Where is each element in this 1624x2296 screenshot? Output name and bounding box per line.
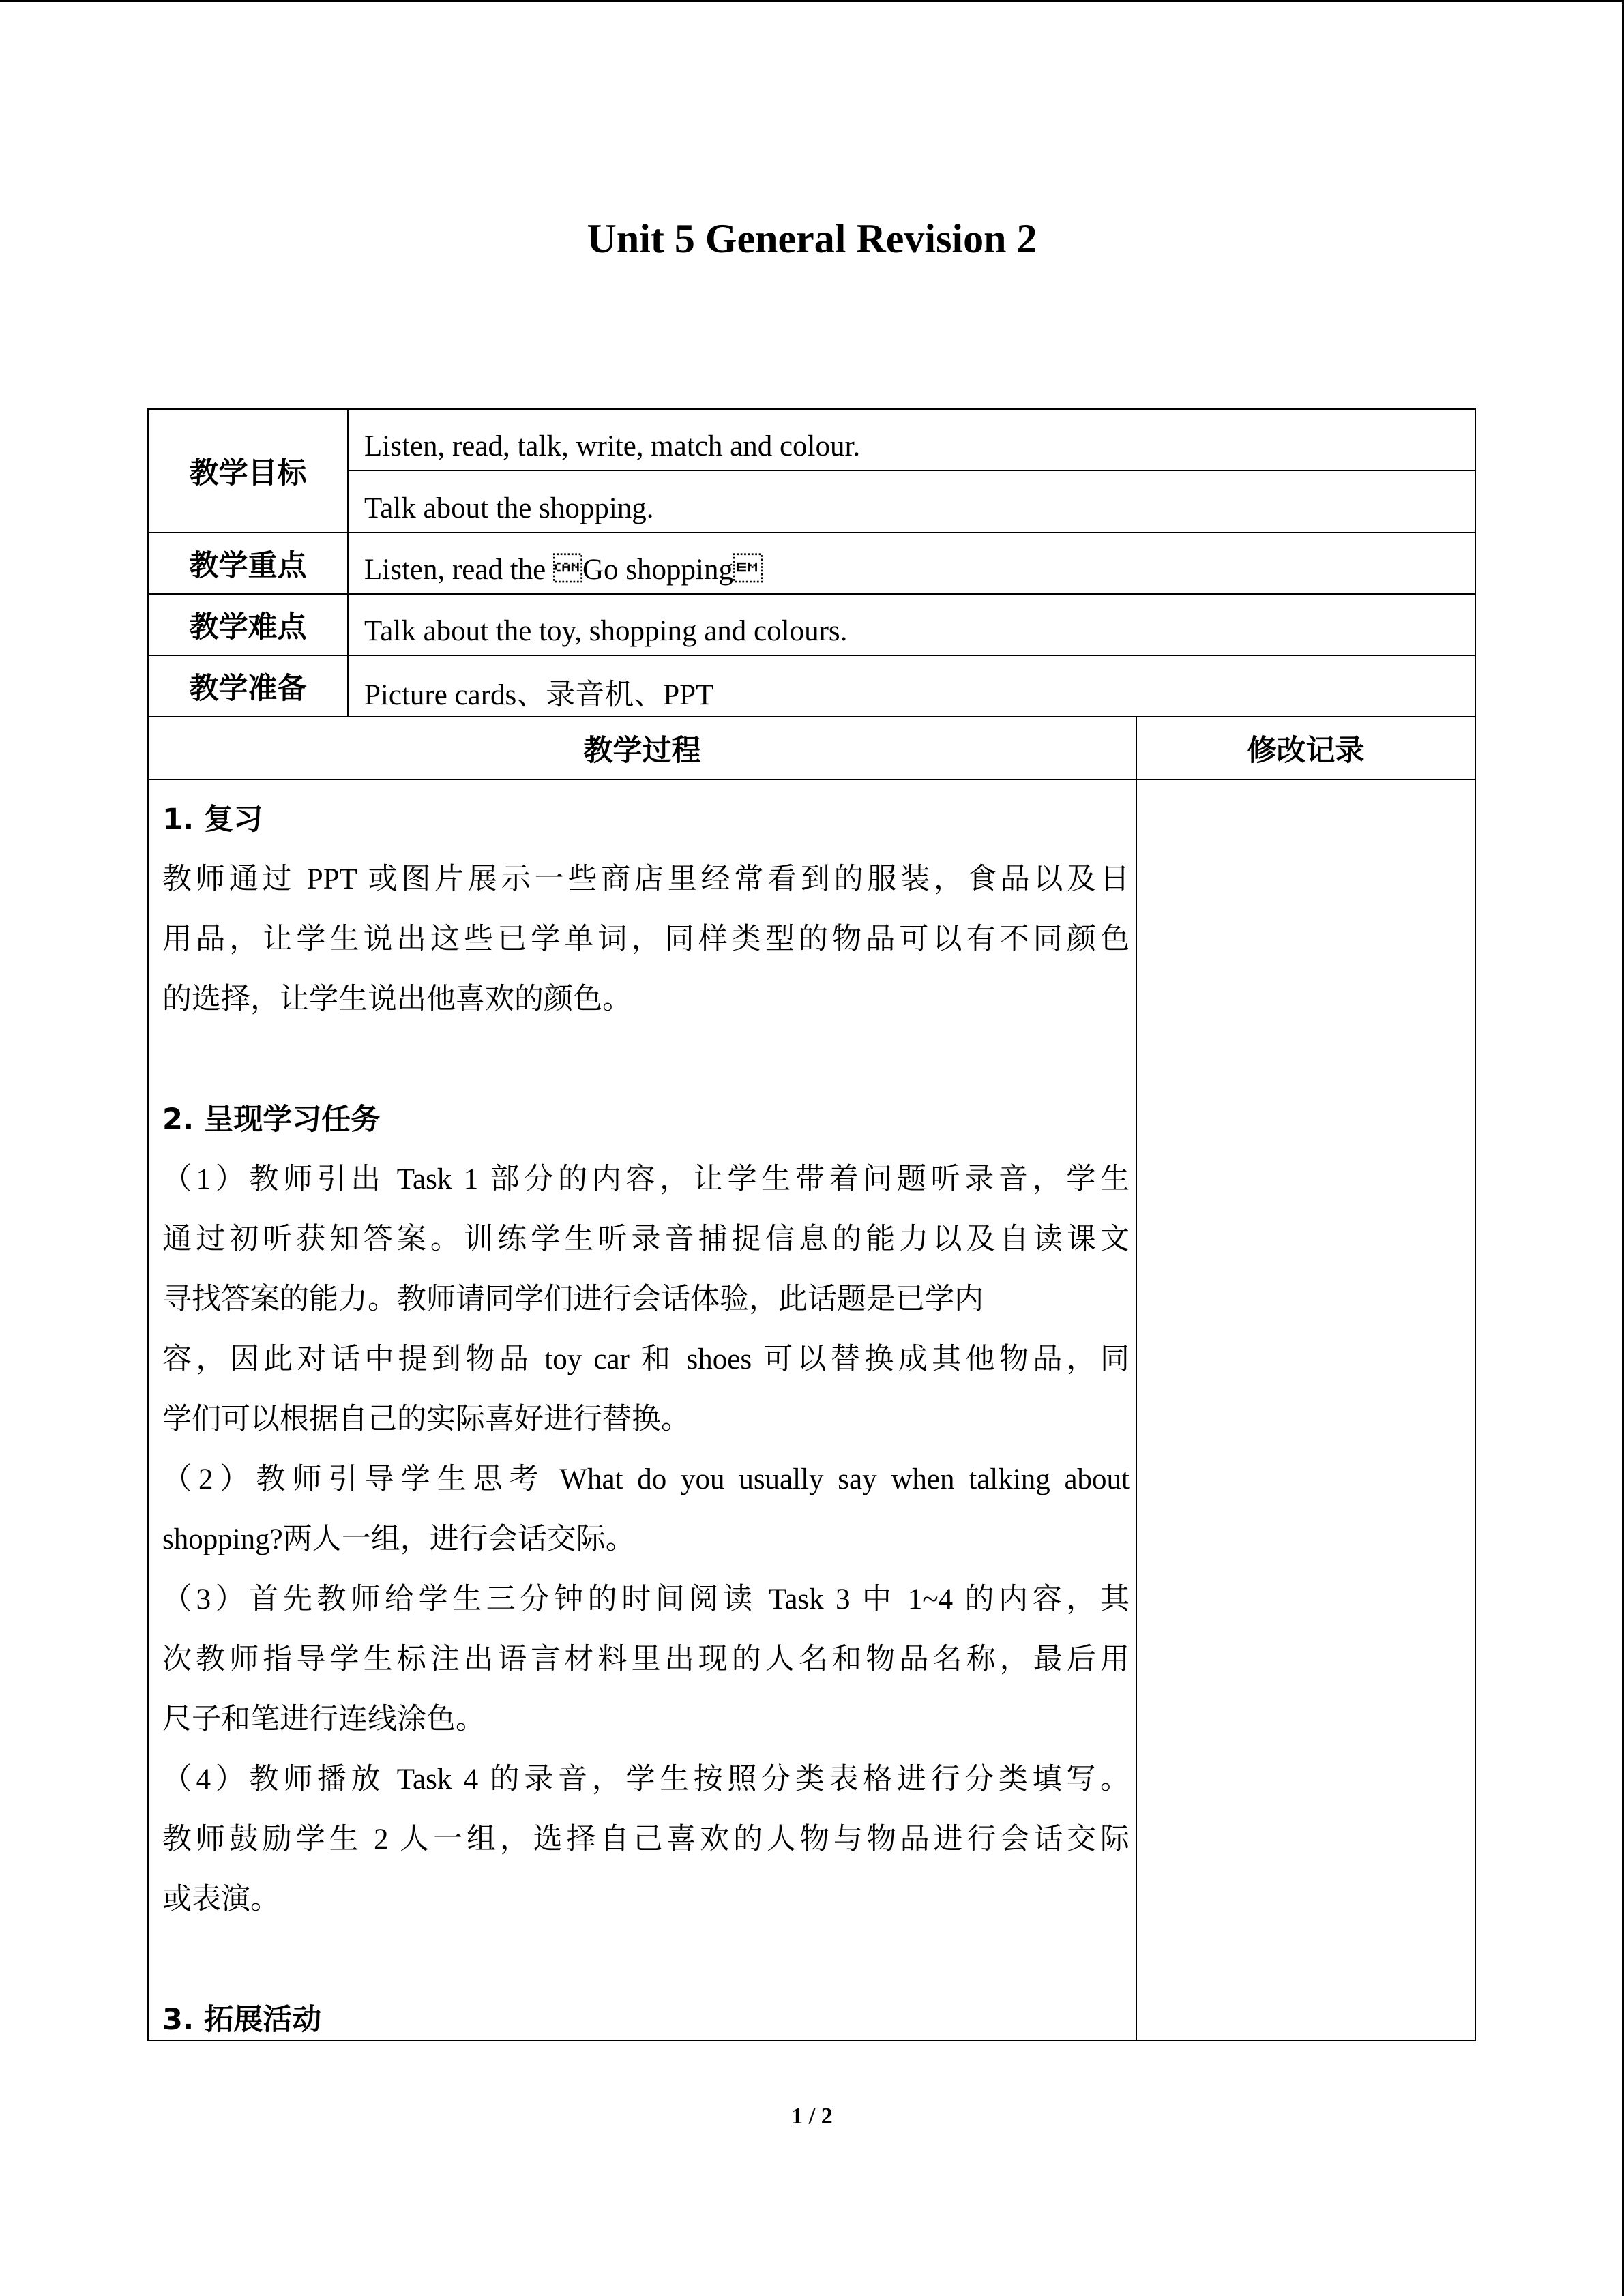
section-2-line: （3）首先教师给学生三分钟的时间阅读 Task 3 中 1~4 的内容，其 [162, 1583, 1130, 1615]
preparation-label: 教学准备 [189, 671, 307, 706]
keypoints-label: 教学重点 [189, 548, 307, 583]
keypoints-value: Listen, read the Go shopping [364, 554, 763, 586]
row-divider [147, 779, 1476, 780]
difficulties-label: 教学难点 [189, 610, 307, 644]
section-2-line: shopping?两人一组，进行会话交际。 [162, 1523, 635, 1555]
section-1-line: 教师通过 PPT 或图片展示一些商店里经常看到的服装，食品以及日 [162, 863, 1130, 895]
section-2-line: 容，因此对话中提到物品 toy car 和 shoes 可以替换成其他物品，同 [162, 1343, 1130, 1375]
column-divider [1136, 716, 1137, 2041]
difficulties-value: Talk about the toy, shopping and colours. [364, 615, 848, 647]
section-2-line: 尺子和笔进行连线涂色。 [162, 1703, 485, 1735]
section-2-line: （4）教师播放 Task 4 的录音，学生按照分类表格进行分类填写。 [162, 1763, 1130, 1795]
column-divider [347, 408, 349, 717]
document-title: Unit 5 General Revision 2 [587, 216, 1037, 261]
section-3-heading: 3. 拓展活动 [162, 2003, 322, 2037]
section-2-line: 学们可以根据自己的实际喜好进行替换。 [162, 1403, 690, 1435]
page-number: 1 / 2 [791, 2104, 833, 2129]
objectives-label: 教学目标 [189, 456, 307, 490]
section-1-line: 用品，让学生说出这些已学单词，同样类型的物品可以有不同颜色 [162, 923, 1130, 955]
section-2-line: （2）教师引导学生思考 What do you usually say when talking about [162, 1463, 1130, 1495]
objective-1: Listen, read, talk, write, match and colour. [364, 430, 861, 462]
section-1-line: 的选择，让学生说出他喜欢的颜色。 [162, 983, 632, 1015]
section-2-line: 通过初听获知答案。训练学生听录音捕捉信息的能力以及自读课文 [162, 1223, 1130, 1255]
section-2-line: 或表演。 [162, 1883, 280, 1915]
page-top-border [0, 0, 1624, 2]
section-2-line: 次教师指导学生标注出语言材料里出现的人名和物品名称，最后用 [162, 1643, 1130, 1675]
section-2-line: 教师鼓励学生 2 人一组，选择自己喜欢的人物与物品进行会话交际 [162, 1823, 1130, 1855]
section-2-heading: 2. 呈现学习任务 [162, 1103, 381, 1137]
section-2-line: （1）教师引出 Task 1 部分的内容，让学生带着问题听录音，学生 [162, 1163, 1130, 1195]
section-2-line: 寻找答案的能力。教师请同学们进行会话体验，此话题是已学内 [162, 1283, 984, 1315]
preparation-value: Picture cards、录音机、PPT [364, 679, 714, 711]
row-divider [348, 470, 1476, 471]
objective-2: Talk about the shopping. [364, 492, 654, 524]
process-header: 教学过程 [583, 733, 701, 768]
revision-header: 修改记录 [1247, 733, 1365, 768]
section-1-heading: 1. 复习 [162, 803, 263, 837]
